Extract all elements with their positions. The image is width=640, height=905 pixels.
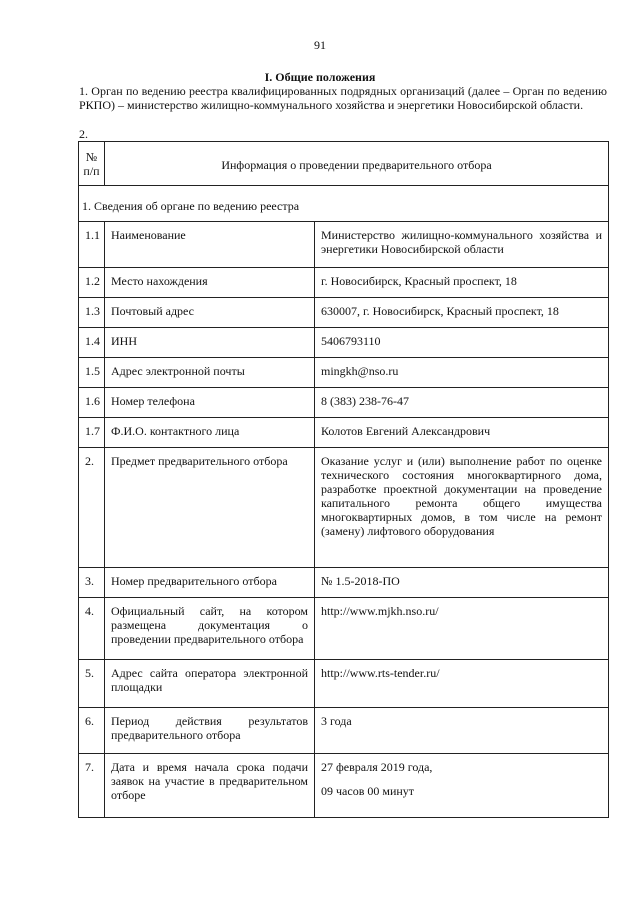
table-row [79,568,609,598]
row-label: Почтовый адрес [105,298,315,328]
row-label: Дата и время начала срока подачи заявок на участие в предварительном отборе [105,754,315,818]
table-header-row [79,142,609,186]
info-table [78,141,609,818]
row-num: 7. [79,754,105,818]
row-value-line-2: 09 часов 00 минут [321,784,415,798]
table-row [79,754,609,818]
table-row [79,708,609,754]
row-value: г. Новосибирск, Красный проспект, 18 [315,268,609,298]
row-num: 1.5 [79,358,105,388]
table-row [79,388,609,418]
row-num: 3. [79,568,105,598]
table-row [79,358,609,388]
row-num: 6. [79,708,105,754]
row-label: Официальный сайт, на котором размещена документация о проведении предварительного отбора [105,598,315,660]
paragraph-1: 1. Орган по ведению реестра квалифицированных подрядных организаций (далее – Орган по ведению РКПО) – министерство жилищно-коммунального хозяйства и энергетики Новосибирской области. [79,84,607,112]
row-value: http://www.mjkh.nso.ru/ [315,598,609,660]
row-label: Наименование [105,222,315,268]
row-value: № 1.5-2018-ПО [315,568,609,598]
table-row [79,660,609,708]
page-number: 91 [314,38,326,52]
row-num: 5. [79,660,105,708]
section-heading: I. Общие положения [264,70,376,84]
row-label: Адрес сайта оператора электронной площадки [105,660,315,708]
header-num: № п/п [79,142,105,186]
row-value: 630007, г. Новосибирск, Красный проспект, 18 [315,298,609,328]
row-label: Номер предварительного отбора [105,568,315,598]
section-row [79,186,609,222]
row-num: 1.1 [79,222,105,268]
row-label: Предмет предварительного отбора [105,448,315,568]
row-value: 8 (383) 238-76-47 [315,388,609,418]
header-info: Информация о проведении предварительного отбора [105,142,609,186]
row-num: 1.7 [79,418,105,448]
row-value: Министерство жилищно-коммунального хозяйства и энергетики Новосибирской области [315,222,609,268]
row-value: http://www.rts-tender.ru/ [315,660,609,708]
table-row [79,328,609,358]
row-num: 1.2 [79,268,105,298]
row-value: Колотов Евгений Александрович [315,418,609,448]
row-value [315,754,609,818]
row-label: Ф.И.О. контактного лица [105,418,315,448]
row-label: Место нахождения [105,268,315,298]
row-label: Номер телефона [105,388,315,418]
row-value: mingkh@nso.ru [315,358,609,388]
table-row [79,418,609,448]
row-label: Адрес электронной почты [105,358,315,388]
row-num: 2. [79,448,105,568]
paragraph-2: 2. [79,127,88,141]
row-num: 1.4 [79,328,105,358]
row-num: 4. [79,598,105,660]
table-row [79,268,609,298]
row-num: 1.3 [79,298,105,328]
section-title: 1. Сведения об органе по ведению реестра [79,186,609,222]
row-label: Период действия результатов предварительного отбора [105,708,315,754]
row-value-line-1: 27 февраля 2019 года, [321,760,433,774]
row-num: 1.6 [79,388,105,418]
row-value: 3 года [315,708,609,754]
table-row [79,448,609,568]
row-value: 5406793110 [315,328,609,358]
table-row [79,298,609,328]
row-value: Оказание услуг и (или) выполнение работ по оценке технического состояния многоквартирного дома, разработке проектной документации на проведение капитального ремонта общего имущества многоквартирных домов, в том числе на ремонт (замену) лифтового оборудования [315,448,609,568]
table-row [79,598,609,660]
table-row [79,222,609,268]
row-label: ИНН [105,328,315,358]
